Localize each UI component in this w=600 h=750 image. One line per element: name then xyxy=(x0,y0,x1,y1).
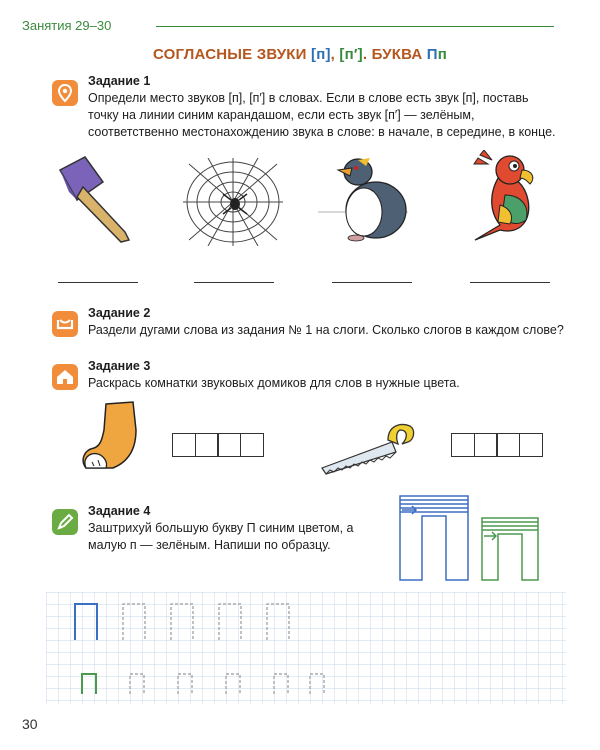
sound-cell[interactable] xyxy=(172,433,196,457)
title-letter xyxy=(427,46,447,63)
sound-cell[interactable] xyxy=(240,433,264,457)
sound-house-1[interactable] xyxy=(172,433,264,457)
lesson-label: Занятия 29–30 xyxy=(22,18,112,33)
task2-text: Раздели дугами слова из задания № 1 на слоги. Сколько слогов в каждом слове? xyxy=(88,323,564,337)
penguin-image xyxy=(318,150,413,248)
sound-cell[interactable] xyxy=(195,433,219,457)
title-middle: . БУКВА xyxy=(362,46,427,63)
answer-line-1[interactable] xyxy=(58,282,138,283)
title-prefix: СОГЛАСНЫЕ ЗВУКИ xyxy=(152,46,312,63)
saw-image xyxy=(318,420,420,475)
axe-image xyxy=(55,152,135,247)
title-letter-upper: П xyxy=(426,46,438,63)
task3-title: Задание 3 xyxy=(88,359,151,373)
letter-sample xyxy=(398,494,548,582)
sound-cell[interactable] xyxy=(217,433,241,457)
location-pin-icon xyxy=(52,80,78,106)
house-icon xyxy=(52,364,78,390)
paw-image xyxy=(78,400,143,472)
task1-title: Задание 1 xyxy=(88,74,151,88)
page-title xyxy=(0,46,600,63)
task4-title: Задание 4 xyxy=(88,504,151,518)
arc-icon xyxy=(52,311,78,337)
pencil-icon xyxy=(52,509,78,535)
spider-web-image xyxy=(183,158,283,246)
sound-cell[interactable] xyxy=(474,433,498,457)
task3-text: Раскрась комнатки звуковых домиков для слов в нужные цвета. xyxy=(88,376,460,390)
answer-line-4[interactable] xyxy=(470,282,550,283)
letter-upper-sample xyxy=(400,496,468,580)
title-separator: , xyxy=(330,46,340,63)
answer-line-3[interactable] xyxy=(332,282,412,283)
sound-cell[interactable] xyxy=(519,433,543,457)
sound-cell[interactable] xyxy=(451,433,475,457)
task4-text: Заштрихуй большую букву П синим цветом, а малую п — зелёным. Напиши по образцу. xyxy=(88,521,354,552)
title-sound-soft: [п′] xyxy=(339,46,363,63)
sound-cell[interactable] xyxy=(496,433,520,457)
task1-text: Определи место звуков [п], [п′] в словах. Если в слове есть звук [п], поставь точку на линии синим карандашом, если есть звук [п′] — зелёным, соответственно местонахождению звука в слове: в начале, в середине, в конце. xyxy=(88,91,556,139)
letter-lower-sample xyxy=(482,518,538,580)
task2-title: Задание 2 xyxy=(88,306,151,320)
parrot-image xyxy=(470,150,550,245)
writing-grid[interactable] xyxy=(46,592,566,704)
header-rule xyxy=(156,26,554,27)
answer-line-2[interactable] xyxy=(194,282,274,283)
title-letter-lower: п xyxy=(437,46,448,63)
page-number: 30 xyxy=(22,716,38,732)
title-sound-hard: [п] xyxy=(311,46,331,63)
sound-house-2[interactable] xyxy=(451,433,543,457)
